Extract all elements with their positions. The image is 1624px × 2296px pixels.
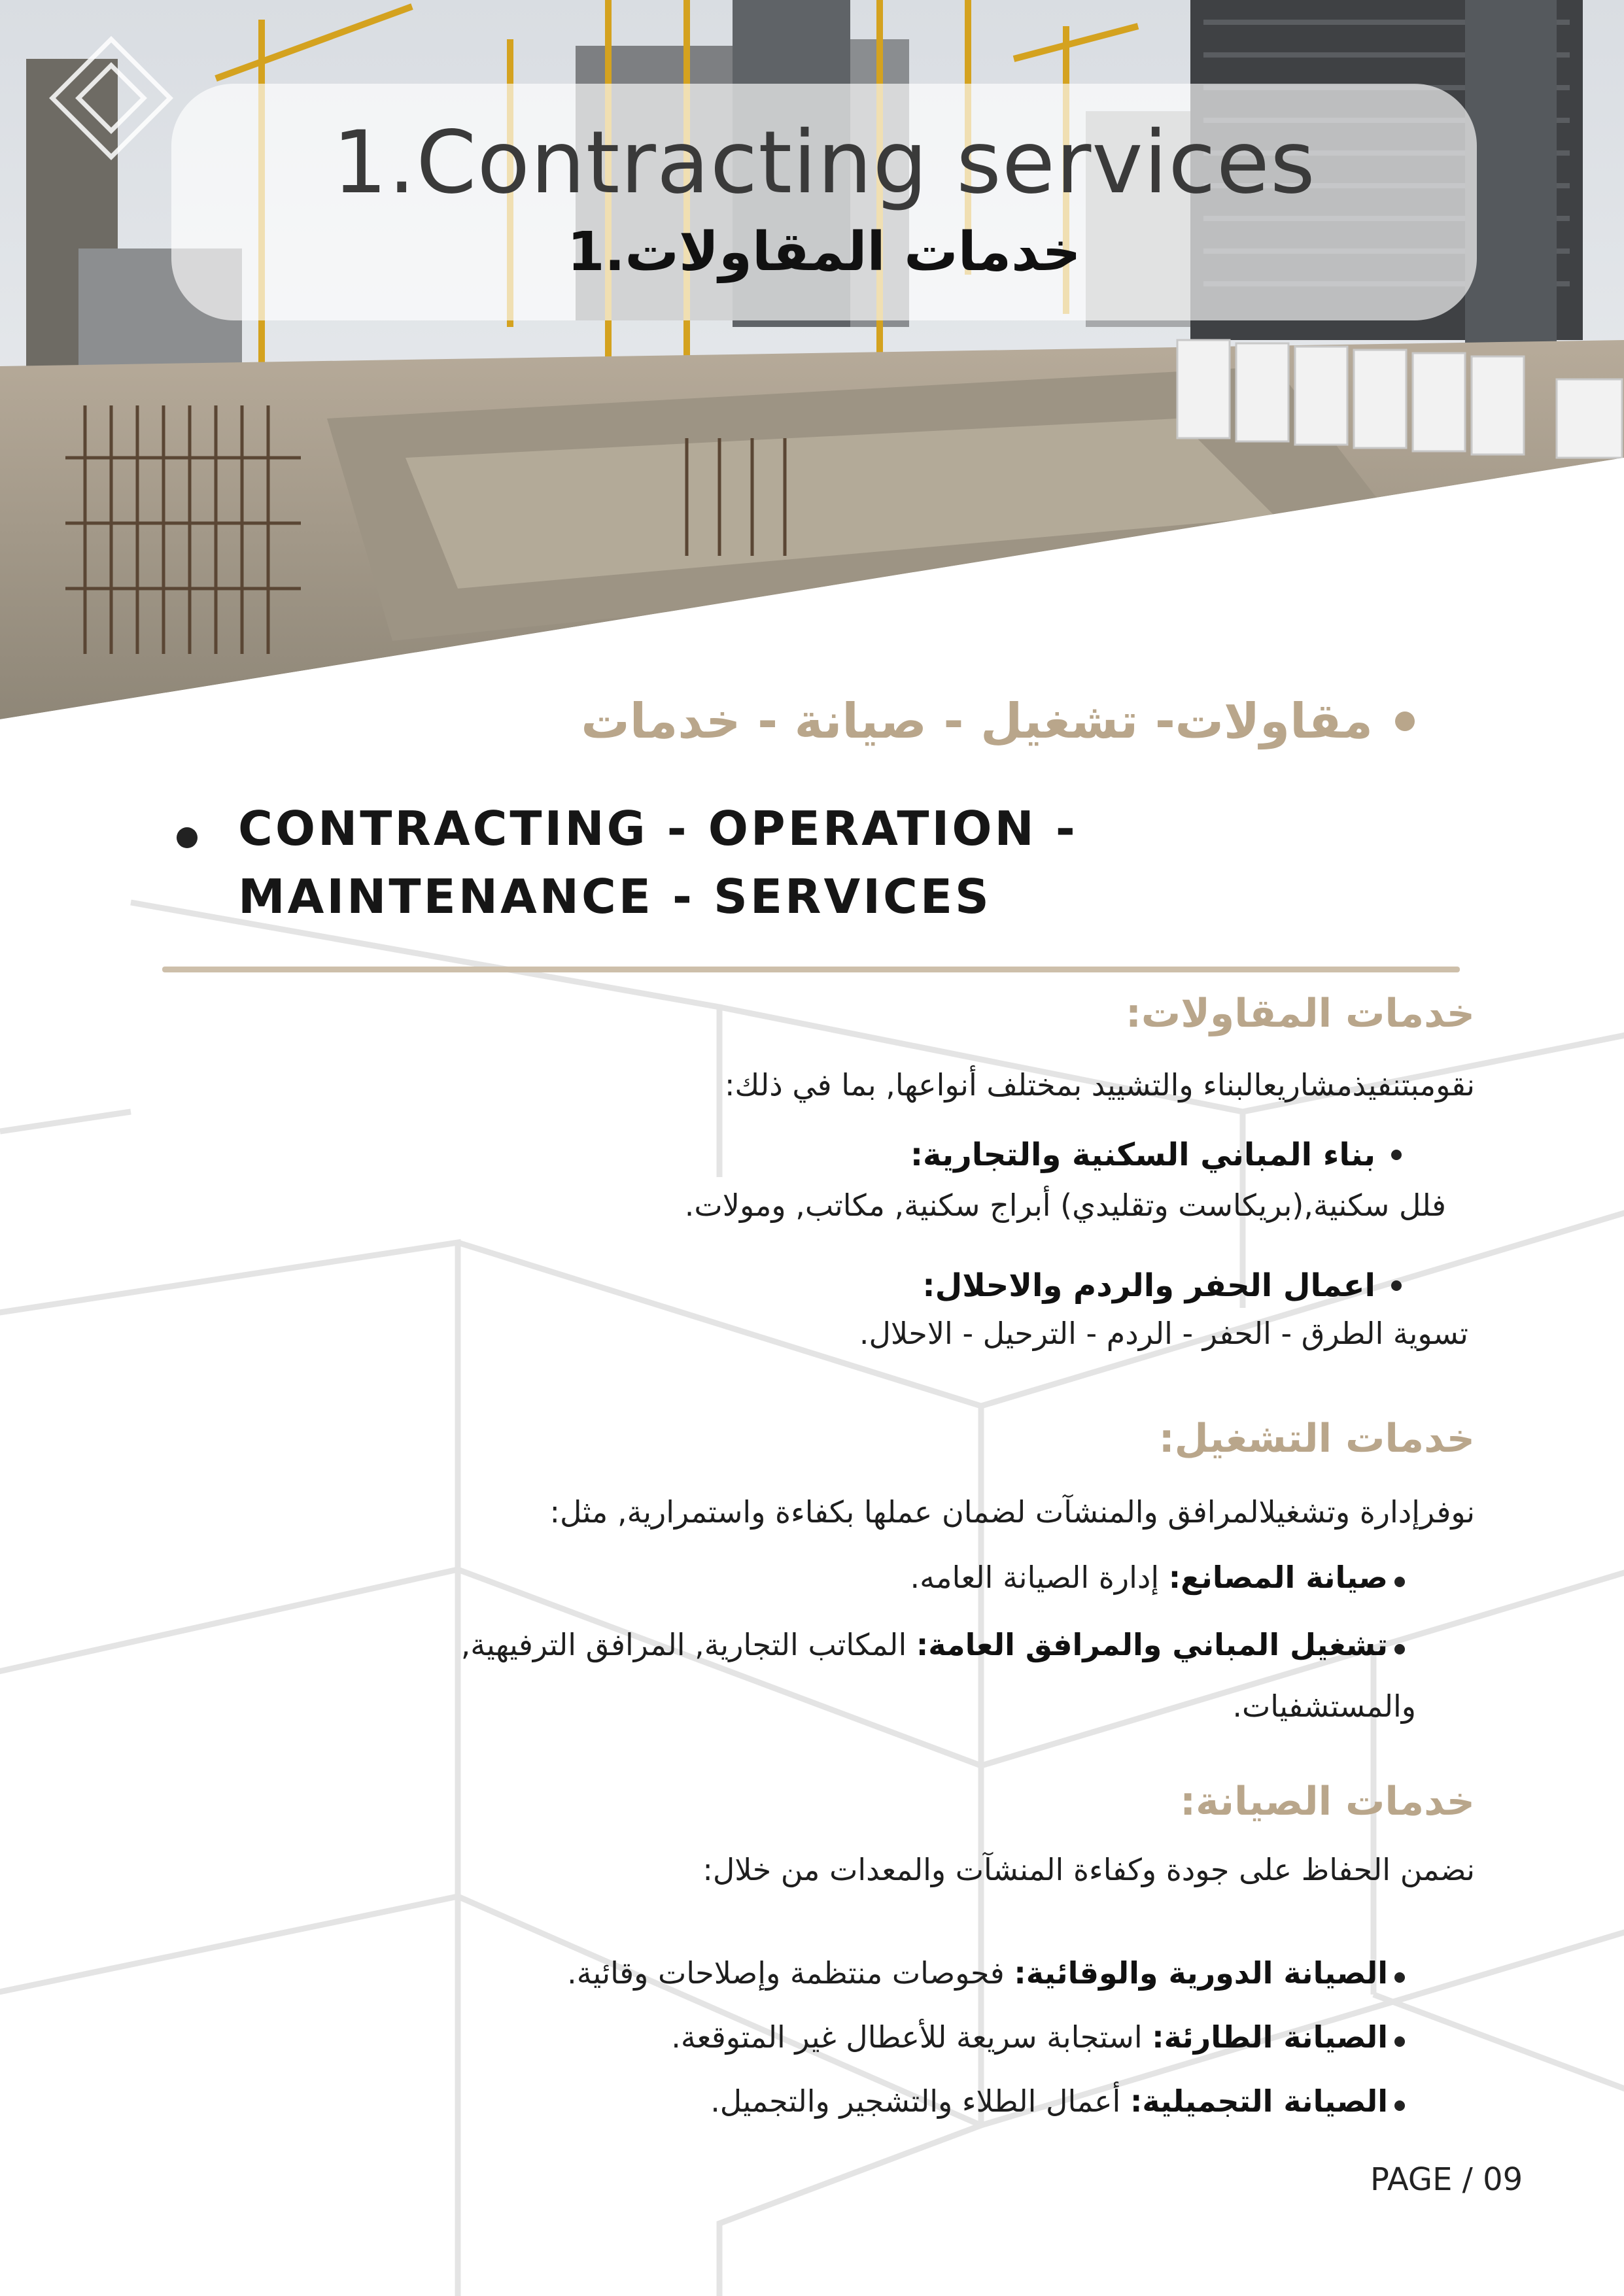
page-title: 1.Contracting services [332,112,1316,213]
page-number: PAGE / 09 [1370,2161,1523,2198]
bullet-dot-icon [1391,1280,1402,1291]
maintenance-item-3-desc: أعمال الطلاء والتشجير والتجميل. [710,2083,1130,2119]
contracting-item-1-desc: فلل سكنية,(بريكاست وتقليدي) أبراج سكنية, مكاتب, ومولات. [684,1188,1446,1223]
contracting-heading: خدمات المقاولات: [1125,991,1475,1037]
bullet-dot-icon [1394,2100,1405,2111]
headline-arabic-text: مقاولات- تشغيل - صيانة - خدمات [581,693,1373,749]
maintenance-heading: خدمات الصيانة: [1180,1779,1475,1825]
bullet-dot-icon [1395,711,1415,731]
operation-item-2 [461,1627,1405,1662]
bullet-dot-icon [1391,1150,1402,1160]
maintenance-item-3-title: الصيانة التجميلية: [1130,2083,1388,2119]
bullet-dot-icon [1394,1972,1405,1983]
headline-english-text: CONTRACTING - OPERATION - MAINTENANCE - SERVICES [238,801,1078,924]
contracting-item-2-desc: تسوية الطرق - الحفر - الردم - الترحيل - الاحلال. [859,1316,1468,1351]
maintenance-item-3 [710,2083,1405,2119]
operation-item-2-desc: المكاتب التجارية, المرافق الترفيهية, [460,1627,916,1662]
maintenance-item-2-title: الصيانة الطارئة: [1152,2019,1388,2055]
operation-item-1-title: صيانة المصانع: [1168,1560,1388,1595]
maintenance-item-2-desc: استجابة سريعة للأعطال غير المتوقعة. [671,2019,1152,2055]
headline-english [177,795,1419,931]
maintenance-item-1-desc: فحوصات منتظمة وإصلاحات وقائية. [567,1955,1014,1991]
operation-item-1 [910,1560,1405,1595]
section-divider [162,967,1460,972]
contracting-item-1-title [910,1137,1402,1173]
maintenance-intro: نضمن الحفاظ على جودة وكفاءة المنشآت والمعدات من خلال: [702,1852,1475,1887]
bullet-dot-icon [177,827,198,848]
page-title-arabic: خدمات المقاولات.1 [567,221,1081,283]
bullet-dot-icon [1394,2036,1405,2047]
operation-item-2-title: تشغيل المباني والمرافق العامة: [916,1627,1388,1662]
operation-item-1-desc: إدارة الصيانة العامه. [910,1560,1169,1595]
contracting-intro: نقومبتنفيذمشاريعالبناء والتشييد بمختلف أنواعها, بما في ذلك: [724,1067,1475,1103]
operation-continuation: والمستشفيات. [1232,1688,1416,1724]
bullet-dot-icon [1394,1644,1405,1654]
maintenance-item-1-title: الصيانة الدورية والوقائية: [1014,1955,1388,1991]
maintenance-item-2 [671,2019,1405,2055]
operation-heading: خدمات التشغيل: [1158,1416,1475,1462]
contracting-item-2-title-text: اعمال الحفر والردم والاحلال: [922,1267,1375,1304]
headline-arabic [581,693,1415,749]
operation-intro: نوفرإدارة وتشغيلالمرافق والمنشآت لضمان عملها بكفاءة واستمرارية, مثل: [549,1494,1475,1530]
contracting-item-2-title [922,1267,1402,1304]
maintenance-item-1 [567,1955,1405,1991]
contracting-item-1-title-text: بناء المباني السكنية والتجارية: [910,1137,1375,1173]
bullet-dot-icon [1394,1577,1405,1587]
